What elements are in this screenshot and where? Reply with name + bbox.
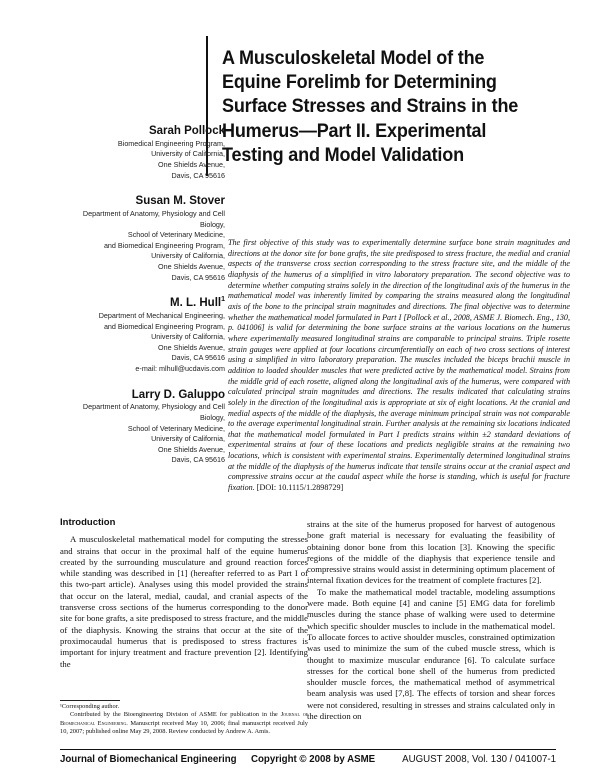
corresponding-author-note: ¹Corresponding author. [60,703,120,710]
body-paragraph: A musculoskeletal mathematical model for computing the stresses and strains that occur in the proximal half of the equine humerus created by the surrounding musculature and ground reaction forces while standing was described in [1] (hereafter referred to as Part I of this two-part article). Analyses using this model provided the strains that occur on the lateral, medial, caudal, and cranial aspects of the transverse cross sections of the humerus corresponding to the donor site for bone grafts, a site predisposed to stress fracture, and the middle of the diaphysis. Knowing the strains that occur at the site of the proximocaudal humerus that is predisposed to stress fractures is important for injury treatment and fracture prevention [2]. Identifying the [60,534,308,669]
author-name: Larry D. Galuppo [131,388,225,401]
footnotes [60,703,308,736]
author-affiliation: Department of Mechanical Engineering, and Biomedical Engineering Program, University of California, One Shields Avenue, Davis, CA 95616 e-mail: mlhull@ucdavis.com [98,311,225,373]
body-column-right [307,519,555,722]
footer-copyright: Copyright © 2008 by ASME [251,754,376,765]
footer-rule [60,749,556,750]
author-name: M. L. Hull$^1$ [169,296,225,310]
footer-journal: Journal of Biomechanical Engineering [60,754,237,765]
abstract-text: The first objective of this study was to experimentally determine surface bone strain magnitudes and directions at the donor site for bone grafts, the site predisposed to stress fracture, the medial and cranial aspects of the transverse cross section corresponding to the stress fracture site, and the middle of the diaphysis of the humerus of a simplified in vitro laboratory preparation. The second objective was to determine whether computing strains solely in the direction of the longitudinal axis of the humerus in the mathematical model was inherently limited by comparing the strains measured along the longitudinal axis of the bone to the principal strain magnitudes and directions. The final objective was to determine whether the mathematical model formulated in Part I [Pollock et al., 2008, ASME J. Biomech. Eng., 130, p. 041006] is valid for determining the bone surface strains at the various locations on the humerus where experimentally measured longitudinal strains are comparable to principal strains. Triple rosette strain gauges were applied at four locations circumferentially on each of two cross sections of interest using a simplified in vitro laboratory preparation. The muscles included the biceps brachii muscle in addition to loaded shoulder muscles that were predicted active by the mathematical model. Strains from the middle grid of each rosette, aligned along the longitudinal axis of the humerus, were compared with calculated principal strain magnitudes and directions. The results indicated that calculating strains solely in the direction of the longitudinal axis is appropriate at six of eight locations. At the cranial and medial aspects of the middle of the diaphysis, the average minimum principal strain was not comparable to the average experimental longitudinal strain. Further analysis at the remaining six locations indicated that the mathematical model formulated in Part I predicts strains within ±2 standard deviations of experimental strains at four of these locations and predicts negligible strains at the remaining two locations, which is consistent with experimental strains. Experimentally determined longitudinal strains at the middle of the diaphysis of the humerus indicate that tensile strains occur at the cranial aspect and compressive strains occur at the caudal aspect while the horse is standing, which is useful for fracture fixation. [228,238,570,493]
body-paragraph: To make the mathematical model tractable, modeling assumptions were made. Both equine [4] and canine [5] EMG data for forelimb muscles during the stance phase of walking were used to determine which specific shoulder muscles to include in the mathematical model. To allocate forces to active shoulder muscles, constrained optimization was used to minimize the sum of the cubed muscle stress, which is thought to maximize muscular endurance [6]. To calculate surface stresses for the cortical bone shell of the humerus from predicted shoulder muscle forces, the mathematical method of asymmetrical beam analysis was used [7,8]. The effects of torsion and shear forces were not considered, resulting in stresses and strains calculated only in the direction on [307,586,555,722]
section-heading: Introduction [60,517,116,528]
author-name: Susan M. Stover [135,195,225,208]
author-block [60,120,225,181]
author-block [60,292,225,374]
footer-issue: AUGUST 2008, Vol. 130 / 041007-1 [402,754,556,765]
author-affiliation: Department of Anatomy, Physiology and Cell Biology, School of Veterinary Medicine, and Biomedical Engineering Program, University of California, One Shields Avenue, Davis, CA 95616 [82,209,225,282]
author-block [60,190,225,283]
author-block [60,384,225,466]
paper-title: A Musculoskeletal Model of the Equine Forelimb for Determining Surface Stresses and Strains in the Humerus—Part II. Experimental Testing and Model Validation [222,48,519,166]
author-list [60,120,225,475]
body-column-left [60,517,308,670]
doi-link[interactable]: [DOI: 10.1115/1.2898729] [256,483,344,493]
footnote-rule [60,700,120,701]
author-affiliation: Department of Anatomy, Physiology and Cell Biology, School of Veterinary Medicine, University of California, One Shields Avenue, Davis, CA 95616 [82,402,225,465]
author-affiliation: Biomedical Engineering Program, University of California, One Shields Avenue, Davis, CA 95616 [117,138,225,180]
contribution-note: Contributed by the Bioengineering Division of ASME for publication in the Journal of Biomechanical Engineering. Manuscript received May 10, 2006; final manuscript received July 10, 2007; published online May 29, 2008. Review conducted by Andrew A. Amis. [60,711,308,735]
abstract [228,238,570,494]
body-paragraph: strains at the site of the humerus proposed for harvest of autogenous bone graft material is necessary for evaluating the feasibility of obtaining donor bone from this location [3]. Knowing the specific regions of the middle of the diaphysis that experience tensile and compressive strains would assist in determining optimum placement of internal fixation devices for the treatment of complete fractures [2]. [307,519,555,586]
author-name: Sarah Pollock [148,124,225,137]
